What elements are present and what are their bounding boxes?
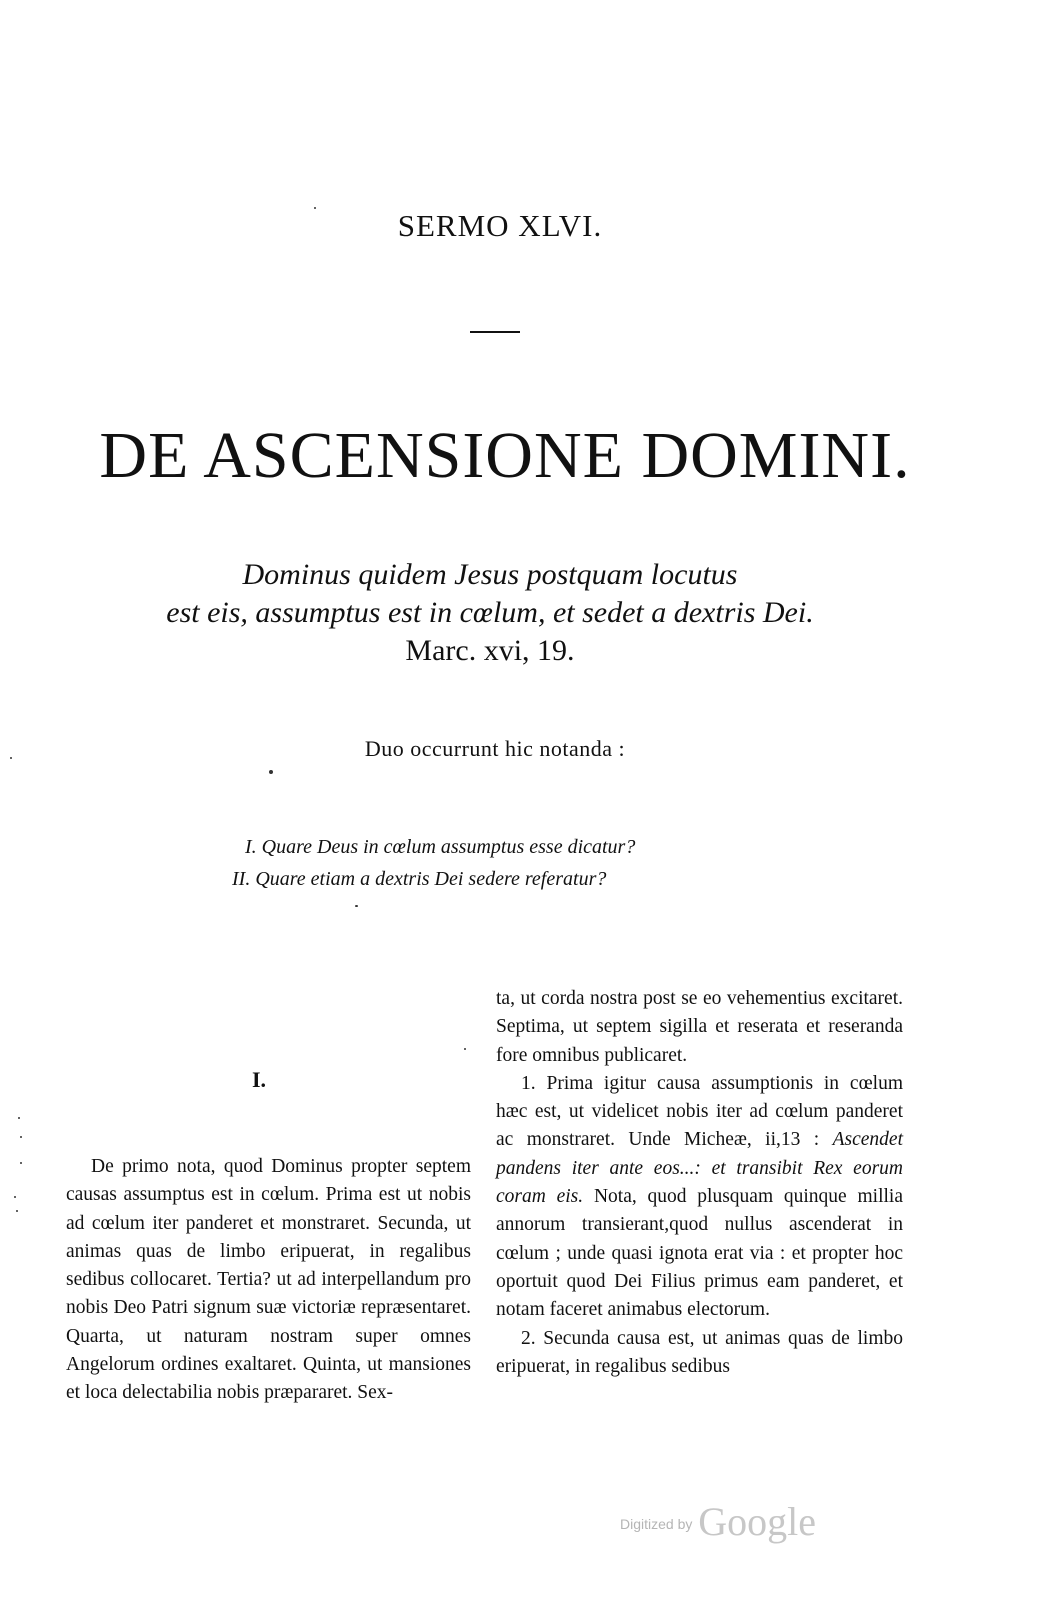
epigraph-line-2: est eis, assumptus est in cœlum, et sedet a dextris Dei.	[166, 596, 814, 629]
title-divider	[470, 331, 520, 333]
digitized-watermark	[620, 1498, 816, 1545]
epigraph-reference: Marc. xvi, 19.	[405, 634, 575, 667]
google-logo: Google	[698, 1499, 817, 1544]
scan-speck	[20, 1136, 22, 1138]
scan-speck	[10, 757, 12, 759]
scan-speck	[464, 1048, 466, 1050]
question-1: I. Quare Deus in cœlum assumptus esse dicatur?	[245, 836, 636, 858]
scan-speck	[314, 207, 316, 209]
scripture-quote: Ascendet pandens iter ante eos...: et transibit Rex eorum coram eis.	[496, 1129, 903, 1208]
scan-speck	[269, 770, 273, 774]
right-paragraph-2: 2. Secunda causa est, ut animas quas de limbo eripuerat, in regalibus sedibus	[496, 1327, 903, 1377]
watermark-prefix: Digitized by	[620, 1516, 693, 1532]
page-title: DE ASCENSIONE DOMINI.	[99, 419, 911, 492]
scan-speck	[14, 1196, 16, 1198]
questions-list	[200, 831, 800, 895]
right-column	[496, 985, 903, 1381]
scan-speck	[20, 1162, 22, 1164]
epigraph-line-1: Dominus quidem Jesus postquam locutus	[242, 558, 738, 591]
scan-speck	[355, 905, 358, 907]
question-2: II. Quare etiam a dextris Dei sedere referatur?	[232, 868, 607, 890]
epigraph	[60, 556, 920, 670]
paragraph-1-end: Nota, quod plusquam quinque millia annorum transierant,quod nullus ascenderat in cœlum ; unde quasi ignota erat via : et propter hoc oportuit quod Dei Filius primus eam panderet, et notam faceret animabus electorum.	[496, 1186, 903, 1321]
section-number: I.	[252, 1067, 267, 1092]
left-column	[66, 1153, 471, 1408]
left-paragraph: De primo nota, quod Dominus propter septem causas assumptus est in cœlum. Prima est ut nobis ad cœlum iter panderet et monstraret. Secunda, ut animas quas de limbo eripuerat, in regalibus sedibus collocaret. Tertia? ut ad interpellandum pro nobis Deo Patri signum suæ victoriæ repræsentaret. Quarta, ut naturam nostram super omnes Angelorum ordines exaltaret. Quinta, ut mansiones et loca delectabilia nobis præpararet. Sex-	[66, 1156, 471, 1404]
sermon-number: SERMO XLVI.	[397, 208, 603, 243]
paragraph-1-start: 1. Prima igitur causa assumptionis in cœlum hæc est, ut videlicet nobis iter ad cœlum panderet ac monstraret. Unde Micheæ, ii,13 :	[496, 1072, 903, 1151]
right-paragraph-1	[496, 1070, 903, 1325]
intro-line: Duo occurrunt hic notanda :	[364, 736, 626, 761]
scan-speck	[16, 1210, 18, 1212]
right-paragraph-continued: ta, ut corda nostra post se eo vehementius excitaret. Septima, ut septem sigilla et reserata et reseranda fore omnibus publicaret.	[496, 988, 903, 1066]
scan-speck	[18, 1117, 20, 1119]
